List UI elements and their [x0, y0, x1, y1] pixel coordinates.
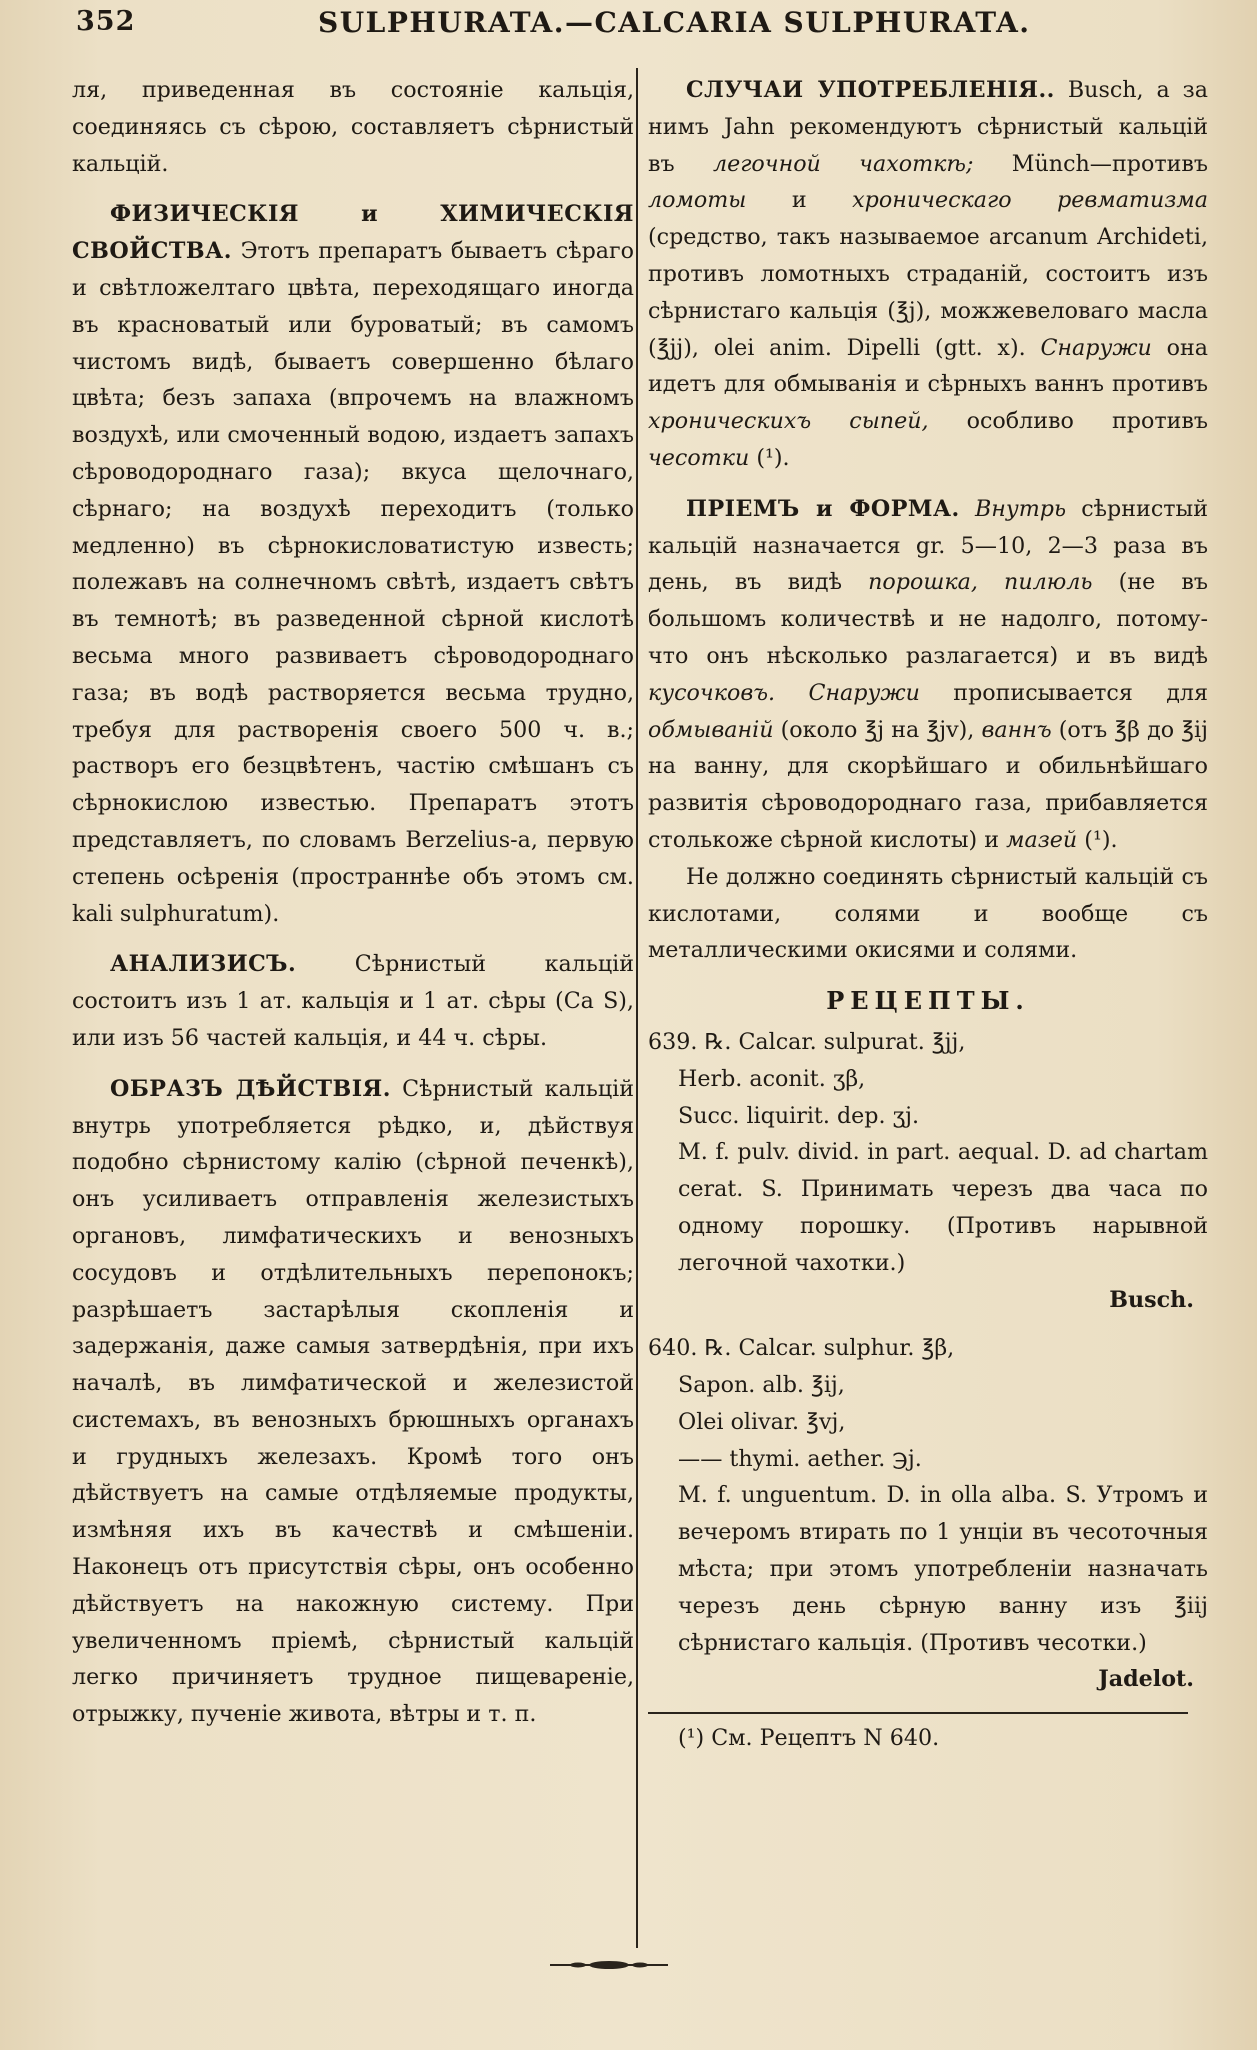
incompatibility-paragraph: Не должно соединять сѣрнистый кальцій съ кислотами, солями и вообще съ металлическими окисями и солями. [648, 863, 1208, 964]
column-divider [636, 68, 638, 1948]
text-run: прописывается для [919, 679, 1208, 706]
text-run: Münch—противъ [973, 150, 1208, 177]
recipe-line: Sapon. alb. ℥ij, [678, 1372, 845, 1399]
left-column [72, 72, 634, 1733]
paragraph-text: Сѣрнистый кальцій состоитъ изъ 1 ат. кальція и 1 ат. сѣры (Ca S), или изъ 56 частей кальція, и 44 ч. сѣры. [72, 951, 634, 1051]
section-heading: СЛУЧАИ УПОТРЕБЛЕНІЯ.. [686, 77, 1055, 103]
section-heading: ПРІЕМЪ и ФОРМА. [686, 495, 960, 522]
italic-term: Снаружи [1040, 334, 1152, 361]
paragraph-text: Сѣрнистый кальцій внутрь употребляется рѣдко, и, дѣйствуя подобно сѣрнистому калію (сѣрной печенкѣ), онъ усиливаетъ отправленія железистыхъ органовъ, лимфатическихъ и венозныхъ сосудовъ и отдѣлительныхъ перепонокъ; разрѣшаетъ застарѣлыя скопленія и задержанія, даже самыя затвердѣнія, при ихъ началѣ, въ лимфатической и железистой системахъ, въ венозныхъ брюшныхъ органахъ и грудныхъ железахъ. Кромѣ того онъ дѣйствуетъ на самые отдѣляемые продукты, измѣняя ихъ въ качествѣ и смѣшеніи. Наконецъ отъ присутствія сѣры, онъ особенно дѣйствуетъ на накожную систему. При увеличенномъ пріемѣ, сѣрнистый кальцій легко причиняетъ трудное пищевареніе, отрыжку, пученіе живота, вѣтры и т. п. [72, 1075, 634, 1728]
mode-of-action-paragraph [72, 1071, 634, 1733]
text-run: (не въ большомъ количествѣ и не надолго, потому-что онъ нѣсколько разлагается) и въ видѣ [648, 569, 1208, 669]
italic-term: чесотки [648, 444, 750, 471]
text-run: (около ℥j на ℥jv), [773, 716, 982, 743]
recipe-line: 639. ℞. Calcar. sulpurat. ℥jj, [648, 1028, 966, 1055]
section-heading: ОБРАЗЪ ДѢЙСТВІЯ. [110, 1075, 391, 1102]
dosage-paragraph [648, 491, 1208, 859]
paragraph-text: Этотъ препаратъ бываетъ сѣраго и свѣтложелтаго цвѣта, переходящаго иногда въ красноватый или буроватый; въ самомъ чистомъ видѣ, бываетъ совершенно бѣлаго цвѣта; безъ запаха (впрочемъ на влажномъ воздухѣ, или смоченный водою, издаетъ запахъ сѣроводороднаго газа); вкуса щелочнаго, сѣрнаго; на воздухѣ переходитъ (только медленно) въ сѣрнокисловатистую известь; полежавъ на солнечномъ свѣтѣ, издаетъ свѣтъ въ темнотѣ; въ разведенной сѣрной кислотѣ весьма много развиваетъ сѣроводороднаго газа; въ водѣ растворяется весьма трудно, требуя для растворенія своего 500 ч. в.; растворъ его безцвѣтенъ, частію смѣшанъ съ сѣрнокислою известью. Препаратъ этотъ представляетъ, по словамъ Berzelius-а, первую степень осѣренія (пространнѣе объ этомъ см. kali sulphuratum). [72, 238, 634, 927]
page-header [0, 0, 1257, 48]
recipe-640 [648, 1330, 1208, 1698]
italic-term: легочной чахоткѣ; [712, 150, 974, 177]
recipe-author: Jadelot. [1098, 1666, 1194, 1693]
section-heading: АНАЛИЗИСЪ. [110, 951, 297, 978]
right-column [648, 72, 1208, 1757]
text-run: (¹). [1077, 826, 1118, 853]
ornament-divider-icon [548, 1958, 670, 1972]
recipes-title: РЕЦЕПТЫ. [826, 986, 1030, 1016]
running-title: SULPHURATA.—CALCARIA SULPHURATA. [318, 6, 1031, 39]
recipe-instructions: M. f. pulv. divid. in part. aequal. D. ad chartam cerat. S. Принимать черезъ два часа по одному порошку. (Противъ нарывной легочной чахотки.) [678, 1139, 1208, 1276]
page-number: 352 [76, 6, 136, 37]
italic-term: ломоты [648, 187, 747, 214]
section-heading: ФИЗИЧЕСКІЯ и ХИМИЧЕСКІЯ СВОЙСТВА. [72, 201, 634, 265]
text-run: (¹). [749, 444, 790, 471]
text-run: Busch, а за нимъ Jahn рекомендуютъ сѣрнистый кальцій въ [648, 77, 1209, 177]
italic-term: ваннъ [981, 716, 1052, 743]
italic-term: хроническихъ сыпей, [648, 408, 929, 435]
text-run: сѣрнистый кальцій назначается gr. 5—10, 2—3 раза въ день, въ видѣ [648, 495, 1208, 596]
recipe-instructions: M. f. unguentum. D. in olla alba. S. Утромъ и вечеромъ втирать по 1 унціи въ чесоточныя мѣста; при этомъ употребленіи назначать черезъ день сѣрную ванну изъ ℥iij сѣрнистаго кальція. (Противъ чесотки.) [678, 1482, 1208, 1656]
recipe-line: 640. ℞. Calcar. sulphur. ℥β, [648, 1335, 955, 1362]
recipe-line: Olei olivar. ℥vj, [678, 1408, 846, 1435]
analysis-paragraph [72, 946, 634, 1056]
continuation-paragraph: ля, приведенная въ состояніе кальція, соединяясь съ сѣрою, составляетъ сѣрнистый кальцій. [72, 77, 634, 177]
recipe-line: Succ. liquirit. dep. ʒj. [678, 1102, 920, 1129]
text-run: особливо противъ [928, 408, 1208, 435]
recipe-639 [648, 1024, 1208, 1318]
recipe-line: —— thymi. aether. ℈j. [678, 1445, 922, 1472]
physical-properties-paragraph [72, 196, 634, 932]
italic-term: мазей [1006, 826, 1078, 853]
uses-paragraph [648, 72, 1208, 477]
text-run: и [746, 187, 853, 214]
italic-term: хроническаго ревматизма [852, 187, 1208, 214]
recipe-line: Herb. aconit. ʒβ, [678, 1065, 866, 1092]
recipe-author: Busch. [1109, 1286, 1194, 1313]
footnote-rule [648, 1712, 1188, 1714]
italic-term: обмываній [648, 716, 774, 743]
text-run: (отъ ℥β до ℥ij на ванну, для скорѣйшаго и обильнѣйшаго развитія сѣроводороднаго газа, прибавляется столькоже сѣрной кислоты) и [648, 716, 1209, 853]
text-run: (средство, такъ называемое arcanum Archideti, противъ ломотныхъ страданій, состоитъ изъ сѣрнистаго кальція (℥j), можжевеловаго масла (℥jj), olei anim. Dipelli (gtt. x). [648, 224, 1208, 361]
italic-term: порошка, пилюль [868, 569, 1093, 596]
italic-term: кусочковъ. Снаружи [648, 679, 920, 706]
footnote: (¹) См. Рецептъ N 640. [678, 1725, 940, 1752]
italic-term: Внутрь [959, 495, 1067, 522]
text-run: она идетъ для обмыванія и сѣрныхъ ваннъ противъ [648, 334, 1208, 398]
